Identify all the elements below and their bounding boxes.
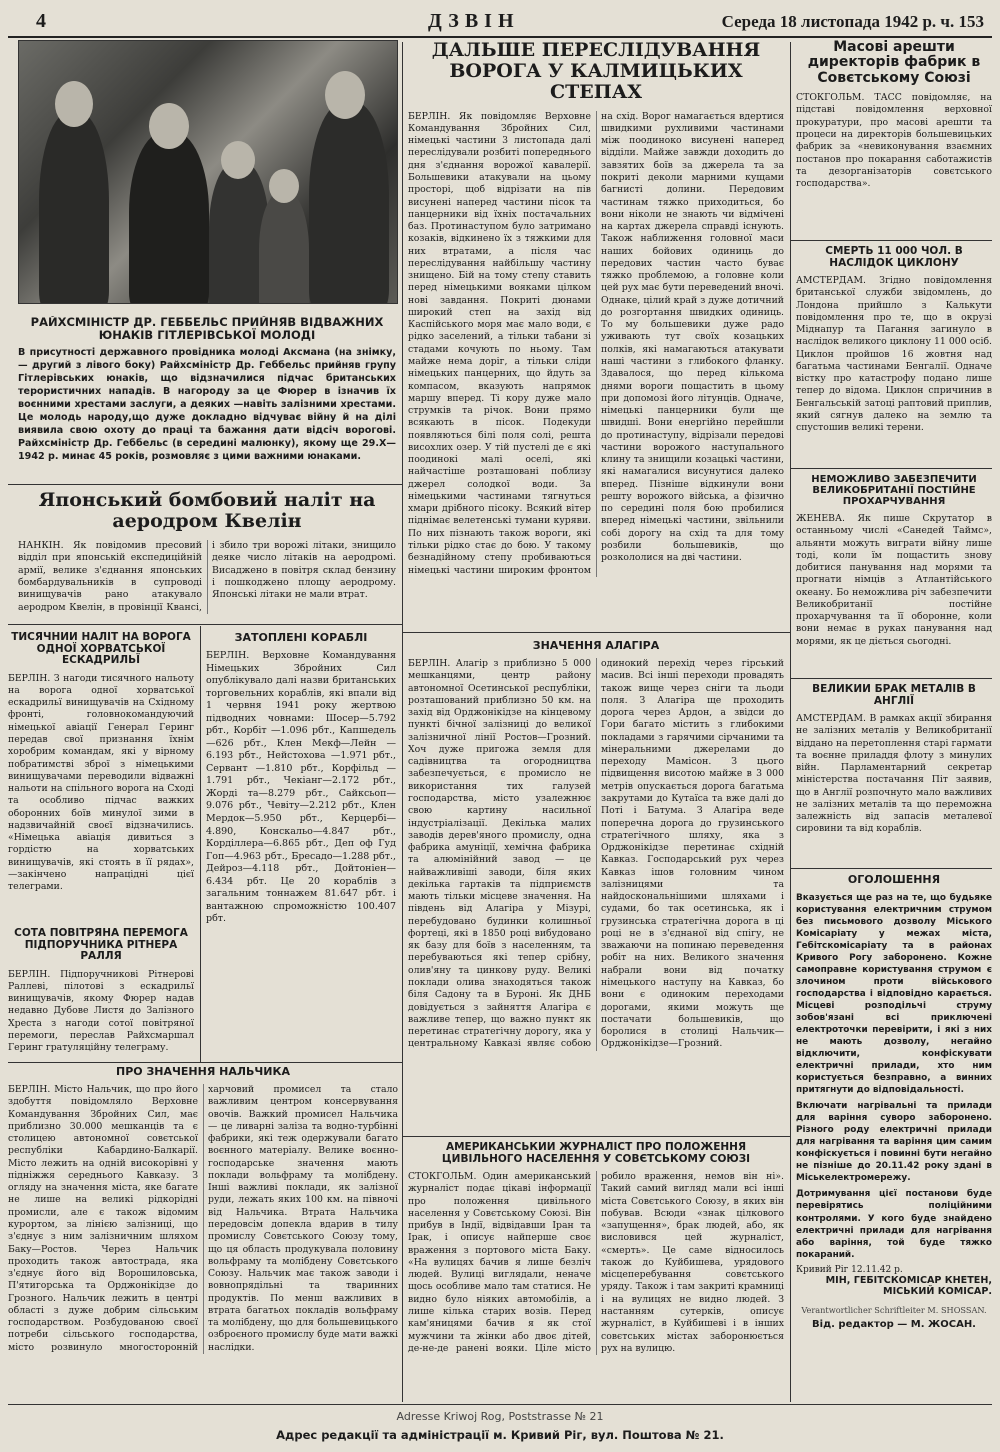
kalmyk-headline: ДАЛЬШЕ ПЕРЕСЛІДУВАННЯ ВОРОГА У КАЛМИЦЬКИХ СТЕПАХ bbox=[431, 40, 761, 103]
column-rule bbox=[402, 42, 403, 1402]
cyclone-headline: СМЕРТЬ 11 000 ЧОЛ. В НАСЛІДОК ЦИКЛОНУ bbox=[825, 246, 963, 269]
photo-caption bbox=[18, 316, 396, 478]
announcement-headline: ОГОЛОШЕННЯ bbox=[847, 874, 941, 886]
ships-body: БЕРЛІН. Верховне Командування Німецьких Збройних Сил опублікувало далі назви британських торговельних кораблів, які впали від 1 червня 1941 року жертвою підводних човнами: Шосер—5.792 рбт., Корбіт —1.096 рбт., Капшедель—626 рбт., Клен Мекф—Лейн — 6.193 рбт., Нейстохова —1.971 рбт., Сервант —1.810 рбт., Корфільд — 1.791 рбт., Чекіанг—2.172 рбт., Жорді та—8.279 рбт., Сайксьоп—9.076 рбт., Чевіту—2.212 рбт., Клен Мердок—5.950 рбт., Керцербі—4.890, Конскальо—4.847 рбт., Корділлера—6.865 рбт., Деп оф Гуд Гоп—4.963 рбт., Бресадо—1.288 рбт., Дейроз—4.118 рбт., Дойтоніен—6.434 рбт. Це 20 кораблів з загальним тоннажем 81.647 рбт. і вантажною спроможністю 100.407 рбт. bbox=[206, 650, 396, 925]
article-cyclone bbox=[796, 246, 992, 464]
newspaper-title: ДЗВІН bbox=[428, 10, 520, 32]
article-american-journalist bbox=[408, 1142, 784, 1400]
column-rule bbox=[790, 42, 791, 1402]
article-hundredth-victory bbox=[8, 928, 194, 1058]
journalist-body: СТОКГОЛЬМ. Один американський журналіст подає цікаві інформації про положення цивільного населення у Совєтському Союзі. Він прибув в Індії, відвідавши Іран та Ірак, і описує найперше своє враження з портового міста Баку. «На вулицях бачив я лише безліч людей. Вулиці виглядали, неначе щось особливе мало там статися. Не видно було ніяких автомобілів, а лише кілька старих возів. Перед кам'яницями бачив я як стої мужчини та жінки або двоє дітей, де-не-де ранені вояки. Ціле місто робило враження, немов він ні». Такий самий вигляд мали всі інші міста Совєтського Союзу, в яких він побував. Всюди «знак цілкового «запущення», брак людей, або, як висловився цей журналіст, «смерть». Це саме відносилось також до Куйбишева, урядового місцеперебування совєтського уряду. Також і там закриті крамниці і на вулицях не видно людей. З настанням сутерків, описує журналіст, в Куйбишеві і в інших совєтських містах заборонюється рух на вулицю. bbox=[408, 1171, 784, 1354]
nalchik-body: БЕРЛІН. Місто Нальчик, що про його здобуття повідомляло Верховне Командування Збройних Сил, має приблизно 30.000 мешканців та є столицею автономної совєтської республіки Кабардино-Балкарії. Місто лежить на одній високорівні у підніжжя середнього Кавказу. З огляду на значення міста, яке багате не лише на великі рідкорідні промисли, але є також відомим курортом, за лінією залізниці, що з'єднує з ним залізничним шляхом Баку—Ростов. Через Нальчик проходить також автострада, яка з'єднує його від Ворошиловська, П'ятигорська та Орджонікідзе до Грозного. Нальчик лежить в центрі області з дуже добрим сільським господарством. Розбудованою своєї потреби сільського господарства, місто розвинуло многосторонній харчовий промисел та стало важливим центром консервування овочів. Важкий промисел Нальчика — це ливарні заліза та водно-турбінні фабрики, які теж одержували багато воєнного матеріалу. Велике воєнно-господарське значення мають поклади вольфраму та молібдену. Інші важливі поклади, як залізної руди, лежать яких 100 км. на півночі від Нальчика. Втрата Нальчика передовсім допекла вдарив в тилу промислу Совєтського Союзу тому, що ця область продукувала половину вольфраму та молібдену Совєтського Союзу. Нальчик має також заводи і вовнопрядільні та тваринних продуктів. По менш важливих в втрата багатьох покладів вольфраму та молібдену, що для большевицького озброєного промислу буде мати важкі наслідки. bbox=[8, 1084, 398, 1353]
page-number: 4 bbox=[36, 10, 46, 32]
nalchik-headline: ПРО ЗНАЧЕННЯ НАЛЬЧИКА bbox=[116, 1066, 290, 1078]
article-japan bbox=[18, 490, 396, 622]
issue-date: Середа 18 листопада 1942 р. ч. 153 bbox=[721, 12, 984, 31]
article-thousandth-raid bbox=[8, 632, 194, 922]
announcement bbox=[796, 874, 992, 1402]
japan-body: НАНКІН. Як повідомив пресовий відділ при японській експедиційній армії, велике з'єднання японських бомбардувальників в супроводі винищувачів рано атакувало аеродром Квелін, в провінції Квансі, і збило три ворожі літаки, знищило деяке число літаків на аеродромі. Висаджено в повітря склад бензину і пошкоджено площу аеродрому. Японські літаки не мали втрат. bbox=[18, 539, 396, 613]
journalist-headline: АМЕРИКАНСЬКИЙ ЖУРНАЛІСТ ПРО ПОЛОЖЕННЯ ЦИВІЛЬНОГО НАСЕЛЕННЯ У СОВЄТСЬКОМУ СОЮЗІ bbox=[441, 1142, 751, 1165]
footer-address-ua: Адрес редакції та адміністрації м. Кривий Ріг, вул. Поштова № 21. bbox=[276, 1428, 724, 1442]
announcement-body-1: Вказується ще раз на те, що будьяке користування електричним струмом без письмового дозволу Міського Комісаріату у межах міста, Гебітскомісаріату та в районах Кривого Рогу заборонено. Кожне самоправне користування струмом є злочином проти військового господарства і відповідно карається. Місцеві розподільчі струму зобов'язані всі приключені електроточки перевірити, і які з них не мають дозволу, негайно відключити, конфіскувати електричні прилади, хто ним користується безправно, а винних притягнути до відповідальності. bbox=[796, 893, 992, 1096]
masthead bbox=[8, 10, 992, 38]
japan-headline: Японський бомбовий наліт на аеродром Квелін bbox=[38, 490, 376, 532]
raid-headline: ТИСЯЧНИЙ НАЛІТ НА ВОРОГА ОДНОЇ ХОРВАТСЬКОЇ ЕСКАДРИЛЬЇ bbox=[11, 632, 191, 667]
announcement-signature: МІН, ГЕБІТСКОМІСАР КНЕТЕН, МІСЬКИЙ КОМІСАР. bbox=[825, 1274, 992, 1297]
article-supply bbox=[796, 474, 992, 674]
metal-body: АМСТЕРДАМ. В рамках акції збирання не залізних металів у Великобританії віддано на перетоплення старі гармати та воєнне приладдя флоту з минулих війн. Парламентарний секретар міністерства постачання Піт заявив, що в Англії розпочнуто мало важливих не залізних металів та що переможна залежність від запасів металевої сировини та від кораблів. bbox=[796, 713, 992, 835]
announcement-body-2: Включати нагрівальні та прилади для варіння суворо заборонено. Різного роду електричні прилади для нагрівання та варіння цим самим конфіскується і повинні бути негайно не пізніше до 20.11.42 року здані в Міськелектромережу. bbox=[796, 1101, 992, 1184]
victory-body: БЕРЛІН. Підпоручникові Рітнерові Раллеві, пілотові з ескадрильї винищувачів, якому Фюрер надав недавно Дубове Листя до Залізного Хреста з нагоди сотої повітряної перемоги, переслав Райхсмаршал Геринг гратуляційну телеграму. bbox=[8, 968, 194, 1054]
caption-headline: РАЙХСМІНІСТР ДР. ГЕББЕЛЬС ПРИЙНЯВ ВІДВАЖНИХ ЮНАКІВ ГІТЛЕРІВСЬКОЇ МОЛОДІ bbox=[30, 316, 384, 342]
supply-body: ЖЕНЕВА. Як пише Скрутатор в останньому числі «Санедей Таймс», альянти можуть виграти війну лише тоді, коли їм пощастить знову добитися панування над морями та прогнати німців з Атлантійського океану. Бо неможлива річ забезпечити Великобританії постійне прохарчування та її оборонне, коли вони немає в руках панування над морями, як це діється сьогодні. bbox=[796, 513, 992, 647]
article-metal bbox=[796, 684, 992, 864]
responsible-editor-de: Verantwortlicher Schriftleiter M. SHOSSAN. bbox=[801, 1304, 987, 1315]
arrests-headline: Масові арешти директорів фабрик в Совєтському Союзі bbox=[807, 40, 981, 86]
supply-headline: НЕМОЖЛИВО ЗАБЕЗПЕЧИТИ ВЕЛИКОБРИТАНІЇ ПОСТІЙНЕ ПРОХАРЧУВАННЯ bbox=[811, 474, 977, 507]
column-rule bbox=[200, 626, 201, 1062]
raid-body: БЕРЛІН. З нагоди тисячного нальоту на ворога одної хорватської ескадрильї винищувачів на Східному фронті, головнокомандуючий німецької авіації Генерал Геринг передав свої признання їхнім хоробрим командам, які у вірному побратимстві зброї з німецькими винищувачами переводили відважні нальоти на спільного ворога на Сході та особливо підчас важких оборонних боїв минулої зими в надзвичайній своєї відзначились. «Німецька авіація дивиться з гордістю на хорватських винищувачів, які стоять в її рядах», —закінчено напрацідні цієї телеграми. bbox=[8, 672, 194, 893]
ships-headline: ЗАТОПЛЕНІ КОРАБЛІ bbox=[234, 632, 368, 644]
alagir-headline: ЗНАЧЕННЯ АЛАГІРА bbox=[532, 640, 660, 652]
kalmyk-body: БЕРЛІН. Як повідомляє Верховне Командування Збройних Сил, німецькі частини 3 листопада далі переслідували розбиті попереднього дня з'єднання ворожої кавалерії. Большевики атакували на цьому просторі, щоб відрізати на пів висунені наперед частини пісок та панцерники від їхніх постачальних баз. Протинаступом було затримано козаків, відкинено їх з тяжкими для них втратами, а після час переслідування найбільшу частину знищено. Бій на тому степу ставить перед німецькими вояками цілком нові завдання. Покриті дюнами широкий степ на захід від Каспійського моря має мало води, є рідко заселений, а тільки табани зі стадами кочують по ньому. Там майже нема доріг, а тільки сліди німецьких панцерних, що йдуть за компасом, вказують напрямок маршу вперед. Ті кору дуже мало струмків та річок. Вони прямо всякають в пісок. Подекуди появляються білі поля солі, решта висохлих озер. У тій пустелі де є які поодинокі малі оселі, які найчастіше розташовані поблизу джерел солодкої води. За німецькими частинами тягнуться хмари дрібного пісоку. Всякий вітер піднімає велетенські тумани куряви. По них пізнають також вороги, які тільки рідко стає до бою. У такому безнадійному степу пробиваються німецькі частини широким фронтом на схід. Ворог намагається вдертися швидкими рухливими частинами між поодиноко висунені наперед відділи. Майже завжди доходить до завзятих боїв за джерела та за покриті деколи марними кущами багнисті долини. Передовим частинам тяжко приходиться, бо вони ніколи не знають чи відмічені на картах джерела справді існують. Також наближення головної маси наших бойових одиниць до передових частин часто буває тяжко проблемою, а головне коли цей рух має бути переведений вночі. Однаке, цілий край з дуже дотичний до розгортання швидких одиниць. То му большевики дуже радо уживають тут своїх козацьких полків, які намагаються атакувати наші частини з глибокого фланку. Здавалося, що перед кількома днями вороги пощастить в цьому при допомозі його літунців. Одначе, німецькі панцерники були ще швидші. Вони енергійно перейшли до протинаступу, відрізали передові частини ворожого наступального клину та знищили козацькі частини, які намагалися висунутися далеко вперед. Пізніше відкинули вони решту ворожого війська, а фізично по середині поля бою пробилися вперед німецькі частини, звільнили собі дорогу на схід та для тому розбили большевиків, що розкололися на дві частини. bbox=[408, 110, 784, 576]
article-sunk-ships bbox=[206, 632, 396, 1060]
article-mass-arrests bbox=[796, 40, 992, 236]
article-kalmyk bbox=[408, 40, 784, 628]
metal-headline: ВЕЛИКИЙ БРАК МЕТАЛІВ В АНГЛІЇ bbox=[812, 684, 976, 707]
caption-body: В присутності державного провідника молоді Аксмана (на знімку, — другий з лівого боку) Райхсміністр Др. Геббельс прийняв групу Гітлерівських юнаків, що відзначилися підчас британських терористичних нападів. В нагороду за це Фюрер в ізначив їх воєнними хрестами заслуги, а деяких —навіть залізними хрестами. Це молодь народу,що дуже докладно відчуває війну й на ділі виявила свою охоту до праці та бажання дати відсіч ворогові. Райхсміністр Др. Геббельс (в середині малюнку), якому ще 29.X—1942 р. минає 45 років, розмовляє з цими важними юнаками. bbox=[18, 347, 396, 462]
article-nalchik bbox=[8, 1066, 398, 1402]
news-photo bbox=[18, 40, 398, 304]
announcement-body-3: Дотримування цієї постанови буде перевірятись поліційними контролями. У кого буде знайдено електричні прилади для нагрівання або варіння, той буде тяжко покараний. bbox=[796, 1189, 992, 1260]
footer-address-de: Adresse Kriwoj Rog, Poststrasse № 21 bbox=[396, 1410, 604, 1423]
alagir-body: БЕРЛІН. Алагір з приблизно 5 000 мешканцями, центр району автономної Осетинської республіки, розташований приблизно 50 км. на захід від Орджонікідзе на кінцевому пункті бічної залізниці до великої залізничної лінії Ростов—Грозний. Хоч дуже пригожа земля для садівництва та огородництва забезпечується, є промисло не використання тих галузей господарства, місто узалежнює свою картину насильної індустріалізації. Декілька малих заводів дерев'яного промислу, одна фабрика амуніції, хемічна фабрика та алюмінійний завод — це найважливіші заводи, біля яких декілька гартаків та підприємств мають тільки місцеве значення. На південь від Алагіра у Мізурі, перебудовано будинки колишньої фортеці, які в 1850 році вибудовано як базу для боїв з населенням, та перебуваються які тепер срібну, олив'яну та цинкову руду. Великі поклади олива знаходяться також біля Садону та в Бурoні. Як ДНБ довідується з зайняття Алагіра є важливе тепер, що важно пункт як перетинає стратегічну дорогу, яка у центральному Кавказі являє собою одинокий перехід через гірський масив. Всі інші переходи провадять також вище через сніги та льоди поля. З Алагіра ще проходить дорога через Ардон, а звідси до Гори багато містить з глибокими покладами з гарячими сірчаними та мінеральними джерелами до переходу Мамісон. З цього підвищення висотою майже в 3 000 метрів опускається дорога багатьма закрутами до Кутаїса та вже далі до Поті і Батума. З Алагіра веде поперечна дорога до грузинського стратегічного шляху, яка з Орджонікідзе перетинає східній Кавказ. Господарський рух через Кавказ ішов головним чином залізницями та найдоскональнішими шляхами і судами, бо так осетинська, як і грузинська стратегічна дорога в ці році не в з'єднаної від спігу, не зважаючи на попинаю переведення робіт на них. Великого значення набрали вони від початку німецького наступу на Кавказ, бо вони є одиноким переходами дорогами, якими можуть ще постачати большевиків, що боролися в столиці Нальчик—Орджонікідзе—Грозний. bbox=[408, 658, 784, 1050]
cyclone-body: АМСТЕРДАМ. Згідно повідомлення британської служби звідомлень, до Лондона прийшло з Калькути повідомлення про те, що в окрузі Міднапур та Пагання загинуло в наслідок великого циклону 11 000 осіб. Циклон пройшов 16 жовтня над багатьма частинами Бенгалії. Одначе вістку про катастрофу подано лише тепер до відома. Циклон спричинив в Бенгальській затоці раптовий приплив, який сягнув далеко на землю та спустошив великі терени. bbox=[796, 275, 992, 434]
editor-line: Від. редактор — М. ЖОСАН. bbox=[812, 1318, 976, 1330]
victory-headline: СОТА ПОВІТРЯНА ПЕРЕМОГА ПІДПОРУЧНИКА РІТНЕРА РАЛЛЯ bbox=[14, 928, 188, 963]
arrests-body: СТОКГОЛЬМ. ТАСС повідомляє, на підставі повідомлення верховної прокуратури, про масові арешти та процеси на директорів большевицьких фабрик за «невиконування взаємних постанов про покарання саботажистів та дезорганізаторів совєтського господарства». bbox=[796, 92, 992, 190]
announcement-date: Кривий Ріг 12.11.42 р. bbox=[796, 1264, 903, 1275]
article-alagir bbox=[408, 640, 784, 1132]
